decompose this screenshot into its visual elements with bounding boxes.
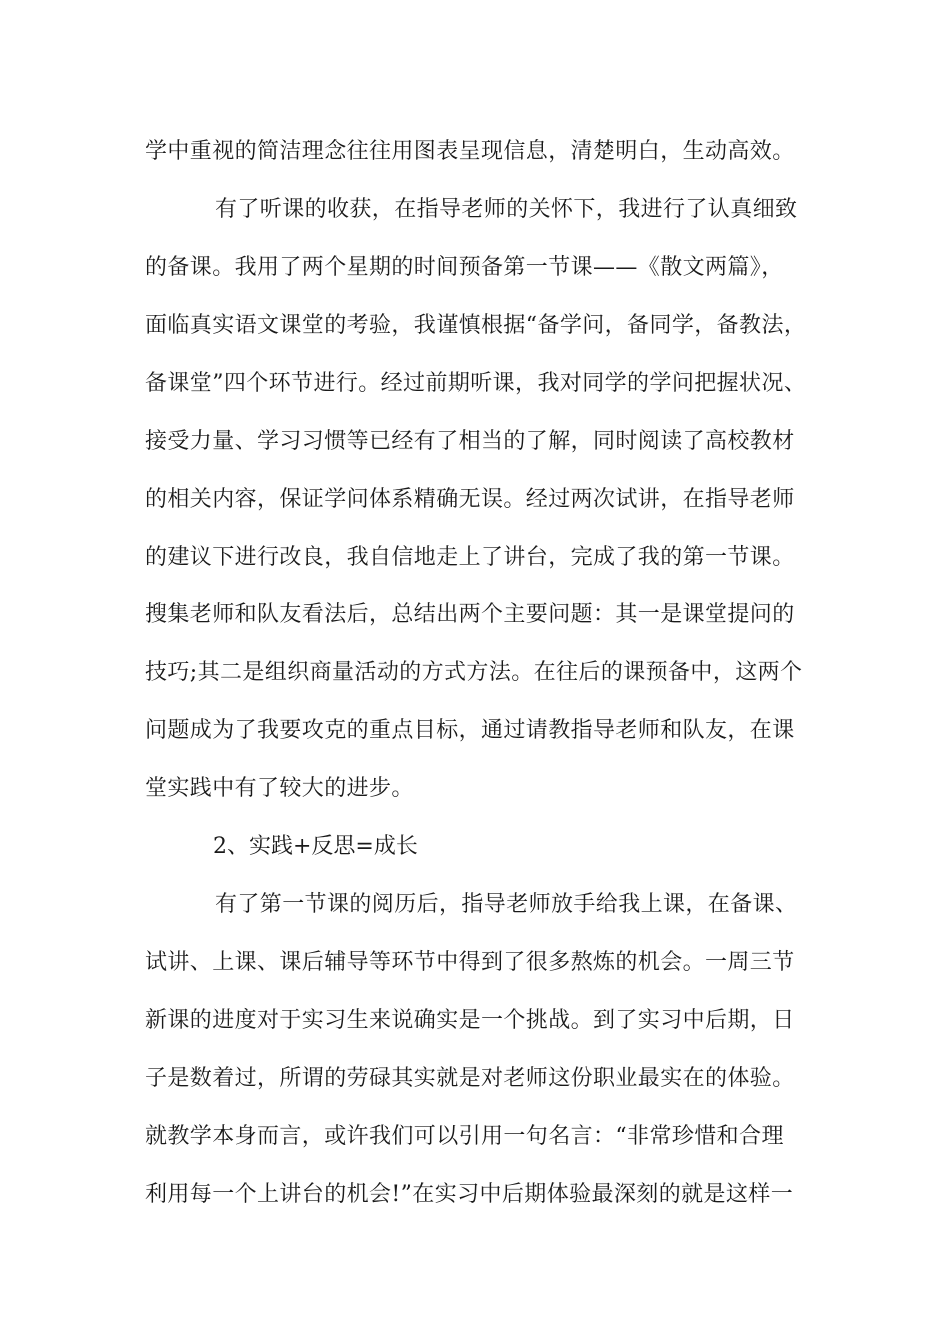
paragraph-line: 子是数着过，所谓的劳碌其实就是对老师这份职业最实在的体验。 [145,1066,795,1091]
paragraph-line: 有了第一节课的阅历后，指导老师放手给我上课，在备课、 [215,892,798,917]
paragraph-line: 接受力量、学习习惯等已经有了相当的了解，同时阅读了高校教材 [145,429,795,454]
section-heading: 2、实践+反思=成长 [213,834,418,859]
paragraph-line: 试讲、上课、课后辅导等环节中得到了很多熬炼的机会。一周三节 [145,950,795,975]
paragraph-line: 面临真实语文课堂的考验，我谨慎根据“备学问，备同学，备教法， [145,313,807,338]
paragraph-line: 问题成为了我要攻克的重点目标，通过请教指导老师和队友，在课 [145,718,795,743]
paragraph-line: 的备课。我用了两个星期的时间预备第一节课——《散文两篇》， [145,255,784,280]
paragraph-line: 备课堂”四个环节进行。经过前期听课，我对同学的学问把握状况、 [145,371,807,396]
paragraph-line: 学中重视的简洁理念往往用图表呈现信息，清楚明白，生动高效。 [145,139,795,164]
paragraph-line: 技巧;其二是组织商量活动的方式方法。在往后的课预备中，这两个 [145,660,803,685]
paragraph-line: 搜集老师和队友看法后，总结出两个主要问题：其一是课堂提问的 [145,602,795,627]
paragraph-line: 新课的进度对于实习生来说确实是一个挑战。到了实习中后期，日 [145,1008,795,1033]
paragraph-line: 的建议下进行改良，我自信地走上了讲台，完成了我的第一节课。 [145,545,795,570]
paragraph-line: 就教学本身而言，或许我们可以引用一句名言：“非常珍惜和合理 [145,1124,784,1149]
paragraph-line: 的相关内容，保证学问体系精确无误。经过两次试讲，在指导老师 [145,487,795,512]
paragraph-line: 有了听课的收获，在指导老师的关怀下，我进行了认真细致 [215,197,798,222]
paragraph-line: 堂实践中有了较大的进步。 [145,776,414,801]
paragraph-line: 利用每一个上讲台的机会!”在实习中后期体验最深刻的就是这样一 [145,1182,794,1207]
